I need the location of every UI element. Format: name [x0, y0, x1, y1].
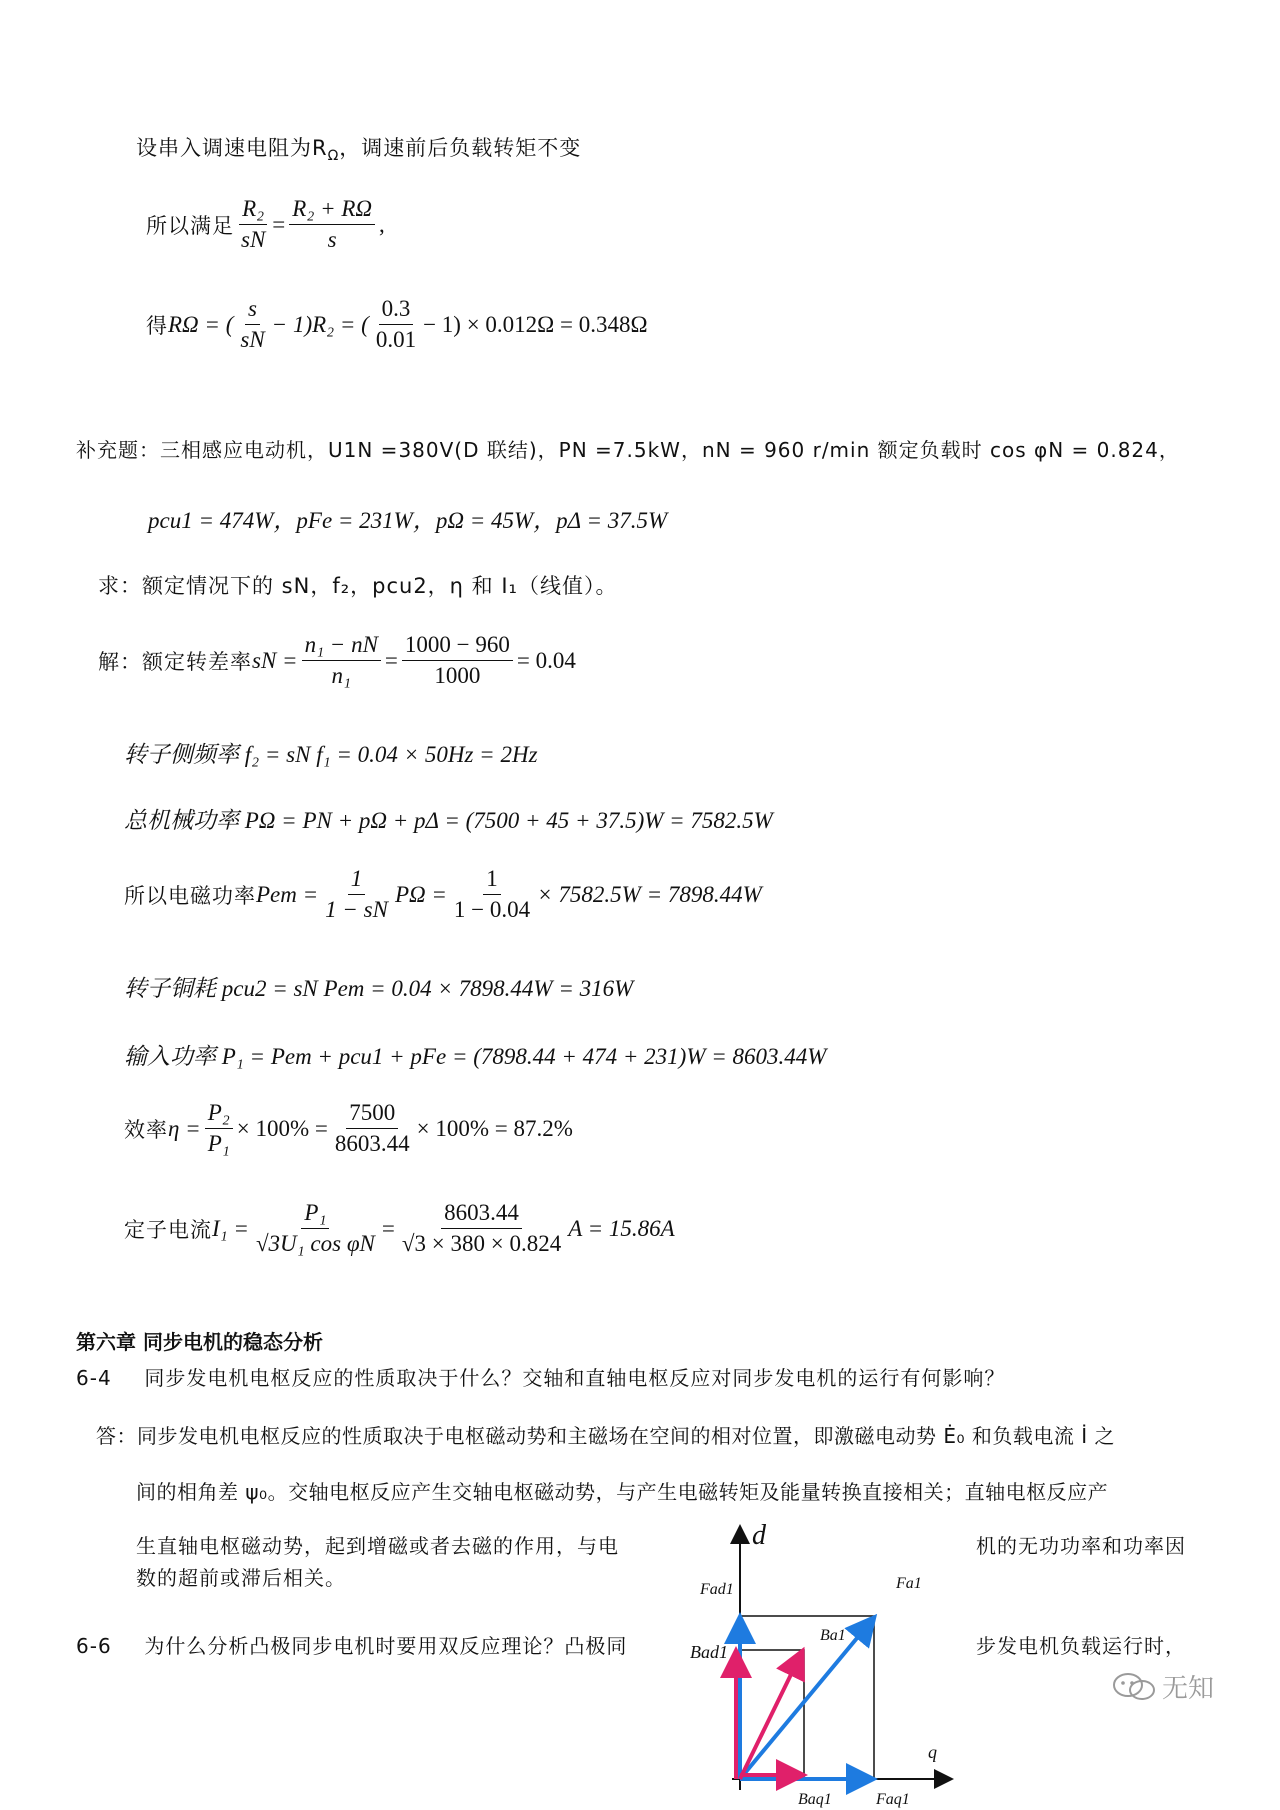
expr: Pem =	[256, 881, 319, 907]
question-text: 为什么分析凸极同步电机时要用双反应理论？凸极同	[144, 1634, 628, 1658]
num: 1	[348, 866, 366, 895]
prefix: 效率	[124, 1117, 168, 1142]
answer-line-2: 间的相角差 ψ₀。交轴电枢反应产生交轴电枢磁动势，与产生电磁转矩及能量转换直接相关；直轴电枢反应产	[136, 1480, 1109, 1504]
fraction	[402, 632, 513, 690]
answer-line-1: 答：同步发电机电枢反应的性质取决于电枢磁动势和主磁场在空间的相对位置，即激磁电动势 Ė₀ 和负载电流 İ 之	[96, 1424, 1115, 1448]
fraction	[238, 196, 268, 254]
num: 1	[483, 866, 501, 895]
line-resistor-setup	[136, 132, 581, 164]
line-rotor-copper-loss: 转子铜耗 pcu2 = sN Pem = 0.04 × 7898.44W = 316W	[124, 976, 634, 1001]
num: P₂	[205, 1100, 233, 1129]
line-input-power: 输入功率 P₁ = Pem + pcu1 + pFe = (7898.44 + 474 + 231)W = 8603.44W	[124, 1044, 827, 1069]
expr: RΩ = (	[168, 311, 234, 337]
q-axis-label: q	[928, 1742, 937, 1762]
watermark	[1112, 1668, 1214, 1705]
expr: − 1)R₂ = (	[271, 311, 369, 337]
den: √3U₁ cos φN	[255, 1231, 375, 1257]
fraction	[253, 1200, 378, 1258]
line-em-power	[124, 866, 762, 924]
text: 设串入调速电阻为R	[136, 136, 328, 160]
num: 8603.44	[441, 1200, 522, 1229]
supp-losses: pcu1 = 474W，pFe = 231W，pΩ = 45W，pΔ = 37.5W	[148, 508, 668, 533]
fraction	[205, 1100, 233, 1158]
fa1-vector	[740, 1620, 872, 1779]
fraction	[289, 196, 375, 254]
den: 1000	[434, 663, 481, 689]
comma: ,	[379, 211, 385, 237]
watermark-text: 无知	[1162, 1674, 1215, 1704]
num: 0.3	[379, 296, 414, 325]
line-mechanical-power: 总机械功率 PΩ = PN + pΩ + pΔ = (7500 + 45 + 37.5)W = 7582.5W	[124, 808, 773, 833]
fraction	[302, 632, 381, 690]
expr: sN =	[252, 647, 298, 673]
question-text: 同步发电机电枢反应的性质取决于什么？交轴和直轴电枢反应对同步发电机的运行有何影响？	[144, 1366, 1006, 1390]
fraction	[399, 1200, 564, 1258]
num: s	[245, 296, 260, 325]
expr: PΩ =	[394, 881, 447, 907]
den: 8603.44	[334, 1131, 410, 1157]
den: 1 − sN	[325, 897, 388, 923]
equals: =	[384, 647, 398, 673]
supp-ask: 求：额定情况下的 sN，f₂，pcu2，η 和 I₁（线值）。	[98, 574, 618, 598]
fraction	[451, 866, 533, 924]
supp-title: 补充题：三相感应电动机，U1N =380V(D 联结)，PN =7.5kW，nN = 960 r/min 额定负载时 cos φN = 0.824，	[76, 438, 1180, 462]
question-6-6	[76, 1630, 627, 1659]
fraction	[237, 296, 267, 354]
line-condition	[146, 196, 385, 254]
den: sN	[241, 227, 266, 253]
ba1-label: Ba1	[820, 1627, 846, 1644]
num: 1000 − 960	[402, 632, 513, 661]
baq1-label: Baq1	[798, 1791, 832, 1808]
question-6-6-right: 步发电机负载运行时，	[976, 1634, 1186, 1658]
expr: =	[381, 1215, 395, 1241]
den: √3 × 380 × 0.824	[401, 1231, 562, 1257]
fa1-label: Fa1	[896, 1575, 922, 1592]
expr: A = 15.86A	[568, 1215, 675, 1241]
prefix: 定子电流	[124, 1217, 212, 1242]
prefix: 解：额定转差率	[98, 649, 252, 674]
sub: Ω	[327, 148, 340, 165]
question-6-4	[76, 1362, 1005, 1391]
prefix: 所以满足	[146, 213, 234, 238]
question-number: 6-6	[76, 1634, 112, 1658]
question-number: 6-4	[76, 1366, 112, 1390]
den: 1 − 0.04	[453, 897, 531, 923]
fraction	[332, 1100, 413, 1158]
faq1-label: Faq1	[876, 1791, 910, 1808]
num: R₂	[239, 196, 267, 225]
text: ，调速前后负载转矩不变	[339, 136, 582, 160]
answer-line-4: 数的超前或滞后相关。	[136, 1566, 346, 1590]
expr: − 1) × 0.012Ω = 0.348Ω	[423, 311, 648, 337]
expr: × 100% = 87.2%	[416, 1115, 573, 1141]
line-result-resistance	[146, 296, 648, 354]
answer-line-3-left: 生直轴电枢磁动势，起到增磁或者去磁的作用，与电	[136, 1534, 619, 1558]
num: 7500	[346, 1100, 398, 1129]
line-rotor-frequency: 转子侧频率 f₂ = sN f₁ = 0.04 × 50Hz = 2Hz	[124, 742, 538, 767]
den: sN	[240, 327, 265, 353]
line-slip	[98, 632, 576, 690]
line-stator-current	[124, 1200, 675, 1258]
d-axis-label: d	[752, 1520, 766, 1551]
fad1-label: Fad1	[700, 1581, 734, 1598]
line-efficiency	[124, 1100, 573, 1158]
num: P₁	[301, 1200, 329, 1229]
expr: × 100% =	[236, 1115, 328, 1141]
fraction	[373, 296, 419, 354]
equals: =	[272, 211, 286, 237]
den: n₁	[331, 663, 351, 689]
num: R₂ + RΩ	[289, 196, 375, 225]
answer-line-3-right: 机的无功功率和功率因	[976, 1534, 1186, 1558]
prefix: 所以电磁功率	[124, 883, 256, 908]
num: n₁ − nN	[302, 632, 381, 661]
prefix: 得	[146, 313, 168, 338]
expr: I₁ =	[212, 1215, 249, 1241]
chapter-heading: 第六章 同步电机的稳态分析	[76, 1330, 323, 1354]
expr: = 0.04	[516, 647, 576, 673]
armature-reaction-vector-diagram	[680, 1510, 970, 1810]
bad1-label: Bad1	[690, 1642, 728, 1662]
expr: × 7582.5W = 7898.44W	[537, 881, 762, 907]
den: s	[327, 227, 337, 253]
chat-bubble-icon	[1112, 1672, 1156, 1702]
expr: η =	[168, 1115, 201, 1141]
fraction	[322, 866, 391, 924]
den: P₁	[207, 1131, 230, 1157]
den: 0.01	[375, 327, 417, 353]
